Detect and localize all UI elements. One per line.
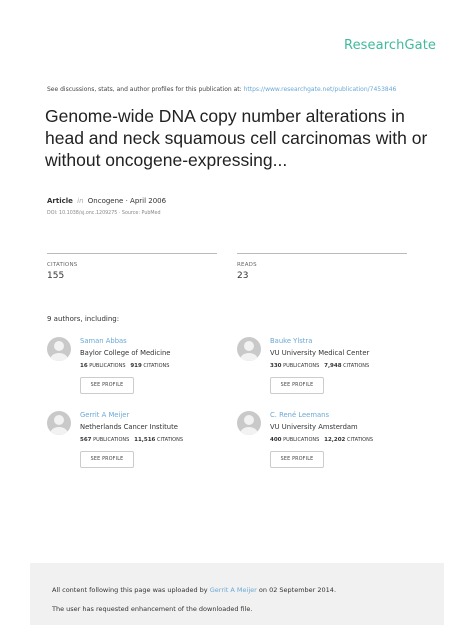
discussion-line	[47, 86, 396, 93]
reads-count: 23	[237, 271, 249, 281]
avatar[interactable]	[237, 411, 261, 435]
author-publications-count: 567	[80, 437, 92, 443]
discussion-text: See discussions, stats, and author profiles for this publication at:	[47, 86, 242, 93]
researchgate-logo[interactable]: ResearchGate	[344, 38, 436, 53]
reads-divider	[237, 253, 407, 254]
author-stats	[270, 437, 373, 443]
article-title: Genome-wide DNA copy number alterations in head and neck squamous cell carcinomas with or without oncogene-expressing...	[45, 106, 428, 170]
author-citations-count: 7,948	[324, 363, 342, 369]
citations-count: 155	[47, 271, 65, 281]
article-meta	[47, 197, 166, 205]
author-publications-label: PUBLICATIONS	[283, 363, 320, 369]
author-card	[47, 337, 227, 407]
author-name[interactable]: Bauke Ylstra	[270, 337, 313, 345]
reads-label: READS	[237, 262, 257, 268]
see-profile-button[interactable]: SEE PROFILE	[80, 377, 134, 394]
citations-stat	[47, 253, 217, 281]
journal: Oncogene · April 2006	[87, 197, 167, 205]
author-citations-label: CITATIONS	[346, 437, 374, 443]
author-citations-label: CITATIONS	[143, 363, 170, 369]
upload-prefix: All content following this page was uploaded by	[52, 586, 208, 594]
author-name[interactable]: C. René Leemans	[270, 411, 329, 419]
citations-label: CITATIONS	[47, 262, 78, 268]
author-institution: VU University Medical Center	[270, 349, 370, 357]
author-card	[237, 411, 417, 481]
upload-footer	[30, 563, 444, 625]
author-publications-count: 400	[270, 437, 282, 443]
see-profile-button[interactable]: SEE PROFILE	[270, 451, 324, 468]
upload-date: on 02 September 2014.	[258, 586, 337, 594]
author-citations-label: CITATIONS	[156, 437, 184, 443]
see-profile-button[interactable]: SEE PROFILE	[80, 451, 134, 468]
publication-link[interactable]: https://www.researchgate.net/publication/7453846	[243, 86, 397, 93]
author-name[interactable]: Gerrit A Meijer	[80, 411, 130, 419]
see-profile-button[interactable]: SEE PROFILE	[270, 377, 324, 394]
author-publications-count: 16	[80, 363, 88, 369]
author-stats	[270, 363, 369, 369]
author-stats	[80, 437, 183, 443]
author-publications-label: PUBLICATIONS	[89, 363, 126, 369]
author-publications-label: PUBLICATIONS	[283, 437, 320, 443]
author-institution: Baylor College of Medicine	[80, 349, 171, 357]
author-citations-label: CITATIONS	[343, 363, 370, 369]
upload-note	[52, 586, 336, 594]
author-card	[237, 337, 417, 407]
author-citations-count: 11,516	[134, 437, 156, 443]
avatar[interactable]	[47, 411, 71, 435]
doi-source: DOI: 10.1038/sj.onc.1209275 · Source: PubMed	[47, 211, 161, 216]
author-card	[47, 411, 227, 481]
author-institution: VU University Amsterdam	[270, 423, 358, 431]
author-institution: Netherlands Cancer Institute	[80, 423, 178, 431]
author-citations-count: 919	[130, 363, 142, 369]
author-stats	[80, 363, 169, 369]
author-publications-count: 330	[270, 363, 282, 369]
enhancement-note: The user has requested enhancement of the downloaded file.	[52, 605, 253, 613]
meta-in: in	[77, 197, 84, 205]
reads-stat	[237, 253, 407, 281]
citations-divider	[47, 253, 217, 254]
author-publications-label: PUBLICATIONS	[93, 437, 130, 443]
avatar[interactable]	[237, 337, 261, 361]
authors-heading: 9 authors, including:	[47, 315, 120, 323]
author-name[interactable]: Saman Abbas	[80, 337, 127, 345]
article-type: Article	[47, 197, 73, 205]
avatar[interactable]	[47, 337, 71, 361]
author-citations-count: 12,202	[324, 437, 346, 443]
uploader-link[interactable]: Gerrit A Meijer	[209, 586, 257, 594]
